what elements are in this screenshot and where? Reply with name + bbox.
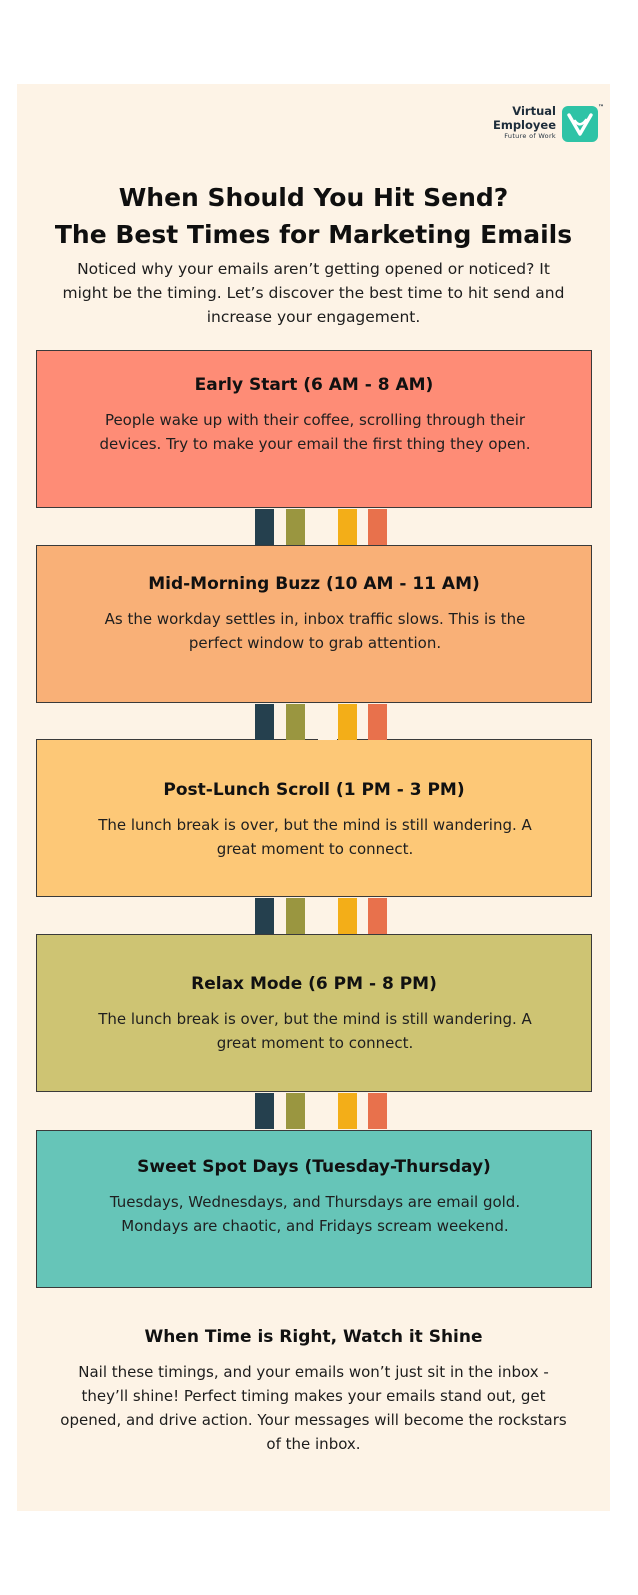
timeline-card-title: Relax Mode (6 PM - 8 PM) bbox=[191, 974, 437, 994]
trademark-symbol: ™ bbox=[598, 104, 604, 111]
connector-stripe bbox=[286, 898, 305, 934]
timeline-card bbox=[36, 350, 592, 508]
connector-stripe bbox=[255, 898, 274, 934]
timeline-card-title: Post-Lunch Scroll (1 PM - 3 PM) bbox=[163, 780, 465, 800]
page-title-line1: When Should You Hit Send? bbox=[118, 183, 509, 212]
brand-name-line1: Virtual bbox=[512, 104, 556, 118]
closing-title: When Time is Right, Watch it Shine bbox=[144, 1327, 483, 1347]
timeline-card bbox=[36, 545, 592, 703]
timeline-card bbox=[36, 1130, 592, 1288]
connector-stripe bbox=[338, 704, 357, 740]
timeline-card-text: The lunch break is over, but the mind is still wandering. A great moment to connect. bbox=[98, 816, 532, 858]
timeline-card-text: The lunch break is over, but the mind is still wandering. A great moment to connect. bbox=[98, 1010, 532, 1052]
connector-stripe bbox=[368, 704, 387, 740]
connector-stripe bbox=[255, 509, 274, 545]
timeline-connector bbox=[255, 1093, 375, 1129]
timeline-connector bbox=[255, 898, 375, 934]
connector-stripe bbox=[286, 704, 305, 740]
connector-stripe bbox=[255, 704, 274, 740]
connector-stripe bbox=[338, 1093, 357, 1129]
brand-tagline: Future of Work bbox=[504, 132, 556, 140]
page-title bbox=[17, 179, 610, 253]
brand-wordmark bbox=[493, 104, 556, 141]
connector-stripe bbox=[286, 1093, 305, 1129]
timeline-card bbox=[36, 739, 592, 897]
checkmark-badge-icon bbox=[562, 106, 598, 142]
connector-stripe bbox=[318, 704, 337, 740]
timeline-card-text: Tuesdays, Wednesdays, and Thursdays are email gold. Mondays are chaotic, and Fridays scream weekend. bbox=[109, 1193, 521, 1235]
intro-text: Noticed why your emails aren’t getting opened or noticed? It might be the timing. Let’s discover the best time to hit send and increase your engagement. bbox=[62, 260, 565, 326]
connector-stripe bbox=[255, 1093, 274, 1129]
connector-stripe bbox=[338, 509, 357, 545]
connector-stripe bbox=[318, 1093, 337, 1129]
connector-stripe bbox=[286, 509, 305, 545]
timeline-card-title: Early Start (6 AM - 8 AM) bbox=[194, 375, 434, 395]
timeline-card-text: As the workday settles in, inbox traffic slows. This is the perfect window to grab attention. bbox=[104, 610, 526, 652]
timeline-connector bbox=[255, 704, 375, 740]
connector-stripe bbox=[318, 898, 337, 934]
infographic-poster bbox=[17, 84, 610, 1511]
timeline-connector bbox=[255, 509, 375, 545]
closing-text: Nail these timings, and your emails won’t just sit in the inbox - they’ll shine! Perfect timing makes your emails stand out, get opened, and drive action. Your messages will become the rockstars of the inbox. bbox=[60, 1363, 567, 1453]
timeline-card bbox=[36, 934, 592, 1092]
connector-stripe bbox=[368, 1093, 387, 1129]
timeline-card-title: Sweet Spot Days (Tuesday-Thursday) bbox=[137, 1157, 491, 1177]
connector-stripe bbox=[318, 509, 337, 545]
connector-stripe bbox=[368, 509, 387, 545]
brand-name-line2: Employee bbox=[492, 118, 556, 132]
timeline-card-text: People wake up with their coffee, scrolling through their devices. Try to make your email the first thing they open. bbox=[99, 411, 531, 453]
connector-stripe bbox=[338, 898, 357, 934]
connector-stripe bbox=[368, 898, 387, 934]
brand-logo bbox=[472, 104, 604, 150]
timeline-card-title: Mid-Morning Buzz (10 AM - 11 AM) bbox=[148, 574, 480, 594]
page-title-line2: The Best Times for Marketing Emails bbox=[54, 220, 573, 249]
